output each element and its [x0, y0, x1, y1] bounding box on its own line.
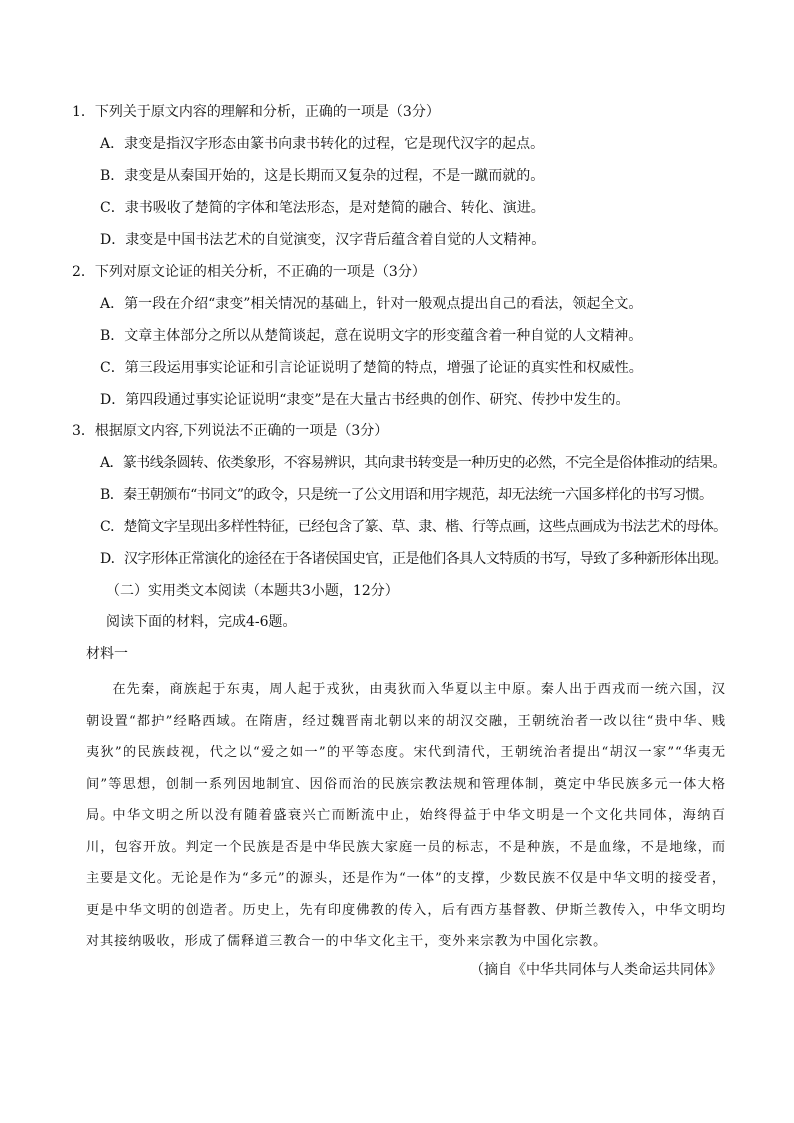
material-paragraph-2: 中华文明之所以没有随着盛衰兴亡而断流中止，始终得益于中华文明是一个文化共同体，海纳百川，包容开放。判定一个民族是否是中华民族大家庭一员的标志，不是种族，不是血缘，不是地缘，而主要是文化。无论是作为“多元”的源头，还是作为“一体”的支撑，少数民族不仅是中华文明的接受者，更是中华文明的创造者。历史上，先有印度佛教的传入，后有西方基督教、伊斯兰教传入，中华文明均对其接纳吸收，形成了儒释道三教合一的中华文化主干，变外来宗教为中国化宗教。 [86, 808, 726, 950]
section-heading: （二）实用类文本阅读（本题共3小题，12分） [106, 583, 399, 599]
question-1-option-b: B．隶变是从秦国开始的，这是长期而又复杂的过程，不是一蹴而就的。 [100, 168, 545, 184]
question-2-option-b: B．文章主体部分之所以从楚简谈起，意在说明文字的形变蕴含着一种自觉的人文精神。 [100, 328, 643, 344]
question-1-option-c: C．隶书吸收了楚简的字体和笔法形态，是对楚简的融合、转化、演进。 [100, 200, 545, 216]
section-instruction: 阅读下面的材料，完成4-6题。 [106, 614, 297, 630]
question-1-option-a: A．隶变是指汉字形态由篆书向隶书转化的过程，它是现代汉字的起点。 [100, 136, 545, 152]
question-3-option-b: B．秦王朝颁布“书同文”的政令，只是统一了公文用语和用字规范，却无法统一六国多样化的书写习惯。 [100, 487, 713, 503]
question-2-option-c: C．第三段运用事实论证和引言论证说明了楚简的特点，增强了论证的真实性和权威性。 [100, 360, 643, 376]
question-3-option-d: D．汉字形体正常演化的途径在于各诸侯国史官，正是他们各具人文特质的书写，导致了多种新形体出现。 [100, 551, 728, 567]
question-3-option-c: C．楚简文字呈现出多样性特征，已经包含了篆、草、隶、楷、行等点画，这些点画成为书法艺术的母体。 [100, 519, 727, 535]
question-3-stem: 3．根据原文内容,下列说法不正确的一项是（3分） [72, 423, 389, 439]
material-label: 材料一 [86, 646, 128, 662]
material-paragraph-1: 在先秦，商族起于东夷，周人起于戎狄，由夷狄而入华夏以主中原。秦人出于西戎而一统六国，汉朝设置“都护”经略西域。在隋唐，经过魏晋南北朝以来的胡汉交融，王朝统治者一改以往“贵中华、贱夷狄”的民族歧视，代之以“爱之如一”的平等态度。宋代到清代，王朝统治者提出“胡汉一家”“华夷无间”等思想，创制一系列因地制宜、因俗而治的民族宗教法规和管理体制，奠定中华民族多元一体大格局。 [86, 682, 726, 824]
question-2-option-d: D．第四段通过事实论证说明“隶变”是在大量古书经典的创作、研究、传抄中发生的。 [100, 392, 630, 408]
source-citation: （摘自《中华共同体与人类命运共同体》 [470, 962, 722, 978]
question-3-option-a: A．篆书线条圆转、依类象形，不容易辨识，其向隶书转变是一种历史的必然，不完全是俗体推动的结果。 [100, 455, 726, 471]
question-2-stem: 2．下列对原文论证的相关分析，不正确的一项是（3分） [72, 264, 426, 280]
question-1-stem: 1．下列关于原文内容的理解和分析，正确的一项是（3分） [72, 104, 440, 120]
question-2-option-a: A．第一段在介绍“隶变”相关情况的基础上，针对一般观点提出自己的看法，领起全文。 [100, 296, 643, 312]
question-1-option-d: D．隶变是中国书法艺术的自觉演变，汉字背后蕴含着自觉的人文精神。 [100, 232, 546, 248]
